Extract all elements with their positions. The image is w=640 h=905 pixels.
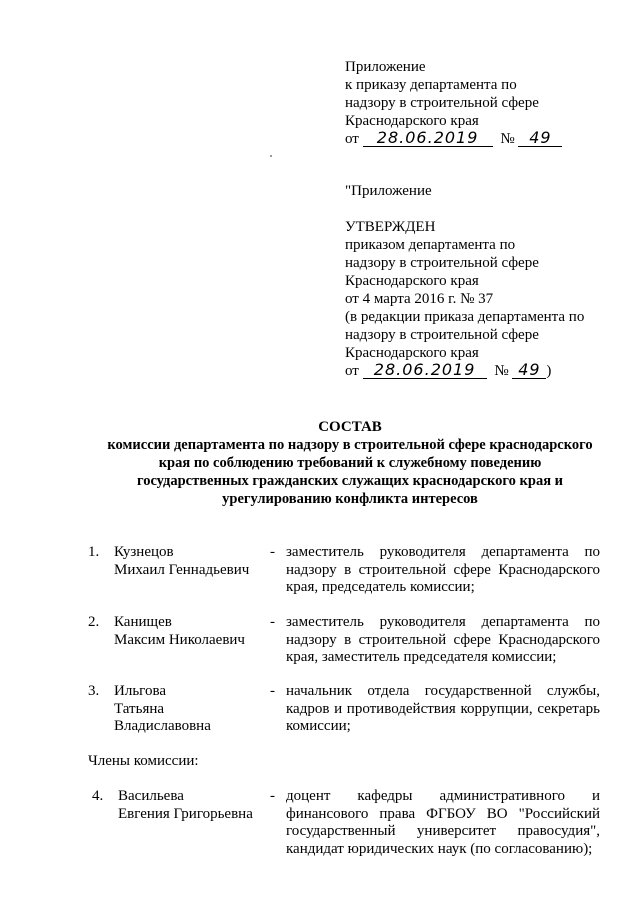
approved-heading: УТВЕРЖДЕН — [345, 219, 436, 235]
members-label: Члены комиссии: — [88, 753, 199, 769]
member-dash: - — [270, 544, 275, 560]
handwritten-date: 28.06.2019 — [363, 362, 487, 379]
number-prefix: № — [494, 363, 509, 379]
approved-line-5: (в редакции приказа департамента по — [345, 309, 585, 325]
member-name — [114, 614, 274, 649]
member-number: 2. — [88, 614, 100, 630]
number-prefix: № — [500, 131, 515, 147]
member-given-names: Максим Николаевич — [114, 631, 245, 648]
approved-line-3: Краснодарского края — [345, 273, 479, 289]
member-number: 1. — [88, 544, 100, 560]
member-name — [114, 544, 274, 579]
date-prefix: от — [345, 131, 359, 147]
title-line-1: комиссии департамента по надзору в строительной сфере краснодарского — [107, 437, 593, 453]
member-position: заместитель руководителя департамента по надзору в строительной сфере Краснодарского края, заместитель председателя комиссии; — [286, 614, 600, 665]
member-given-names: Евгения Григорьевна — [118, 805, 253, 822]
member-surname: Канищев — [114, 614, 172, 630]
approved-line-2: надзору в строительной сфере — [345, 255, 539, 271]
member-name — [114, 683, 274, 736]
title-line-4: урегулированию конфликта интересов — [222, 491, 478, 507]
appendix-header — [345, 58, 562, 148]
date-prefix: от — [345, 363, 359, 379]
handwritten-number: 49 — [518, 130, 562, 147]
approved-block — [345, 182, 584, 380]
appendix-line-4: Краснодарского края — [345, 113, 479, 129]
member-surname: Васильева — [118, 788, 184, 804]
title-line-2: края по соблюдению требований к служебному поведению — [158, 455, 542, 471]
member-position: заместитель руководителя департамента по надзору в строительной сфере Краснодарского края, председатель комиссии; — [286, 544, 600, 595]
title-line-3: государственных гражданских служащих краснодарского края и — [136, 473, 564, 489]
approved-line-6: надзору в строительной сфере — [345, 327, 539, 343]
member-first-name: Татьяна — [114, 700, 165, 717]
member-position: начальник отдела государственной службы, кадров и противодействия коррупции, секретарь комиссии; — [286, 683, 600, 734]
document-title — [70, 418, 630, 508]
closing-paren: ) — [546, 363, 552, 379]
handwritten-date: 28.06.2019 — [363, 130, 493, 147]
approved-date-line — [345, 362, 584, 380]
approved-line-4: от 4 марта 2016 г. № 37 — [345, 291, 494, 307]
member-number: 4. — [92, 788, 104, 804]
appendix-line-2: к приказу департамента по — [345, 77, 517, 93]
member-number: 3. — [88, 683, 100, 699]
member-position: доцент кафедры административного и финансового права ФГБОУ ВО "Российский государственный университет правосудия", кандидат юридических наук (по согласованию); — [286, 788, 600, 857]
spacer — [345, 200, 584, 218]
member-dash: - — [270, 614, 275, 630]
handwritten-number: 49 — [512, 362, 546, 379]
approved-line-1: приказом департамента по — [345, 237, 516, 253]
quoted-appendix: "Приложение — [345, 183, 432, 199]
member-dash: - — [270, 788, 275, 804]
appendix-line-1: Приложение — [345, 59, 426, 75]
member-patronymic: Владиславовна — [114, 718, 211, 734]
scan-speck — [270, 155, 272, 157]
member-given-names: Михаил Геннадьевич — [114, 561, 250, 578]
approved-line-7: Краснодарского края — [345, 345, 479, 361]
appendix-line-3: надзору в строительной сфере — [345, 95, 539, 111]
title-heading: СОСТАВ — [318, 419, 382, 435]
appendix-date-line — [345, 130, 562, 148]
member-surname: Кузнецов — [114, 544, 174, 560]
member-surname: Ильгова — [114, 683, 166, 699]
member-dash: - — [270, 683, 275, 699]
member-name — [118, 788, 278, 823]
